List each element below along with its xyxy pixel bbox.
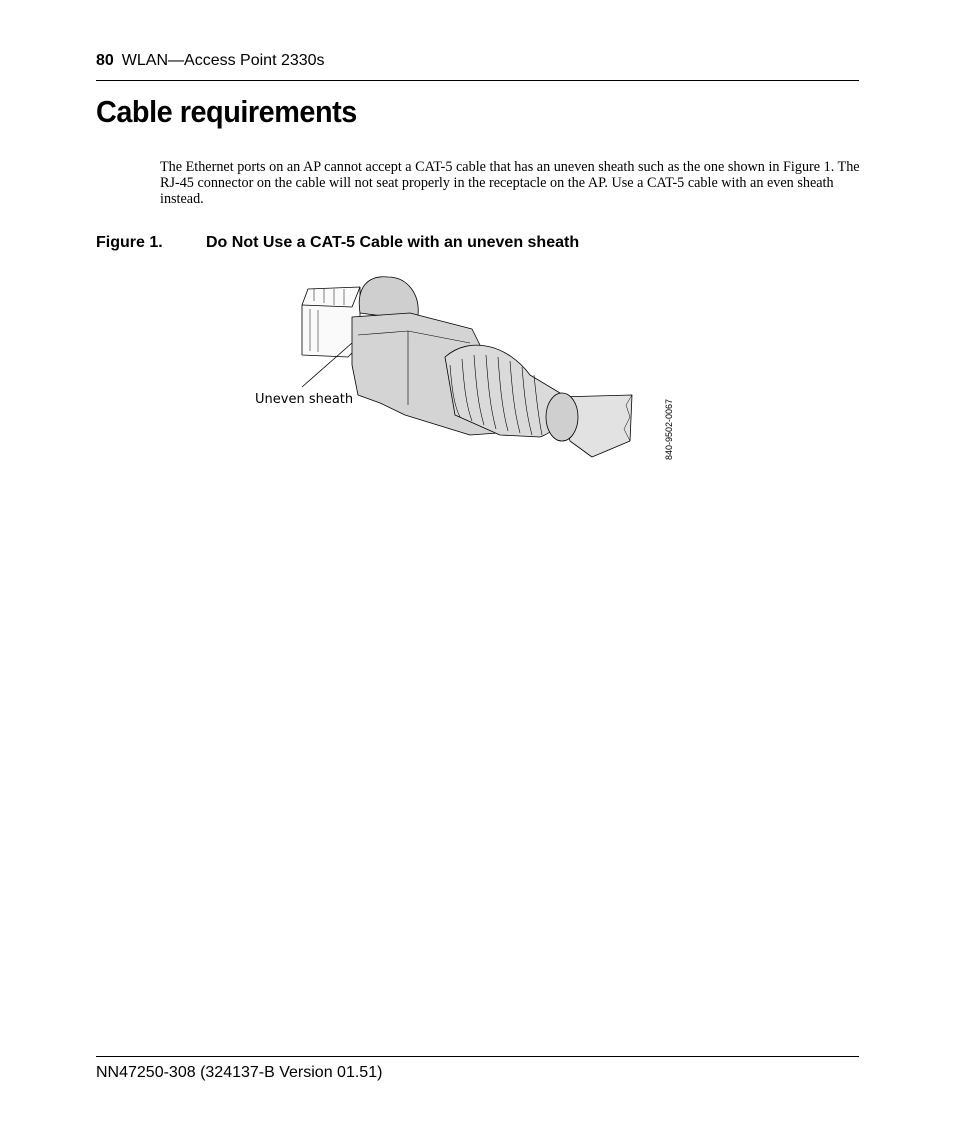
document-id: NN47250-308 (324137-B Version 01.51) <box>96 1064 383 1081</box>
rj45-plug <box>302 287 360 357</box>
page-footer <box>96 1056 859 1082</box>
figure-title: Do Not Use a CAT-5 Cable with an uneven sheath <box>206 234 580 251</box>
rj45-cable-drawing <box>240 265 700 470</box>
figure-caption <box>96 234 579 252</box>
page-number: 80 <box>96 52 114 69</box>
latch-tab <box>359 277 418 317</box>
callout-uneven-sheath: Uneven sheath <box>255 392 354 407</box>
section-title: Cable requirements <box>96 94 357 129</box>
running-title: WLAN—Access Point 2330s <box>121 52 325 69</box>
cable-illustration <box>240 265 700 470</box>
page-header <box>96 52 859 81</box>
body-paragraph: The Ethernet ports on an AP cannot accept a CAT-5 cable that has an uneven sheath such as the one shown in Figure 1. The RJ-45 connector on the cable will not seat properly in the receptacle on the AP. Use a CAT-5 cable with an even sheath instead. <box>160 159 860 207</box>
illustration-code: 840-9502-0067 <box>664 398 674 460</box>
figure-number: Figure 1. <box>96 234 163 251</box>
